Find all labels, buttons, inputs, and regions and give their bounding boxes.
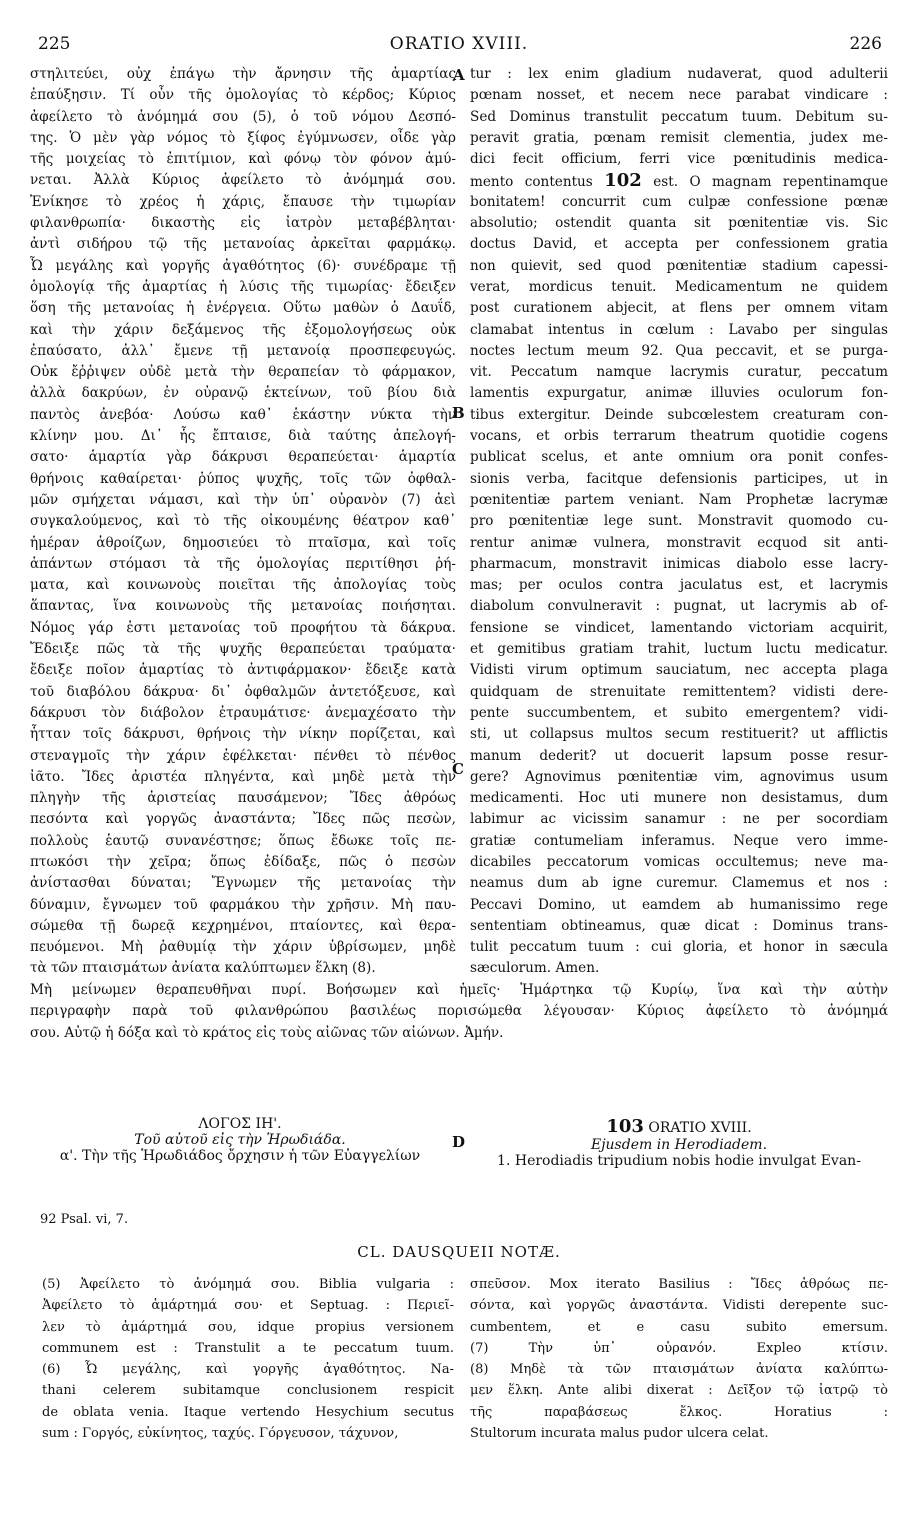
greek-text-line: τοῦ διαβόλου δάκρυα· δι᾽ ὀφθαλμῶν ἀντετόξευσε, καὶ — [30, 683, 456, 700]
latin-text-line: post curationem abjecit, at flens per omnem vitam — [470, 300, 888, 317]
note-line: (7) Τὴν ὑπ᾽ οὐρανόν. Expleo κτίσιν. — [470, 1340, 888, 1356]
column-number-marker: 102 — [604, 170, 642, 192]
latin-text-line: publicat scelus, et ante omnium ora ponit confes- — [470, 449, 888, 466]
latin-text-line: labimur ac vicissim sanamur : ne per socordiam — [470, 811, 888, 828]
latin-text-line: vocans, et orbis terrarum theatrum quotidie cogens — [470, 428, 888, 445]
greek-text-line: Νόμος γάρ ἐστι μετανοίας τοῦ προφήτου τὰ δάκρυα. — [30, 619, 456, 636]
note-line: cumbentem, et e casu subito emersum. — [470, 1319, 888, 1335]
margin-letter-b: B — [452, 404, 465, 422]
greek-text-line: φιλανθρωπία· δικαστὴς εἰς ἰατρὸν μεταβέβληται· — [30, 215, 456, 232]
greek-text-line: ἅπαντας, ἵνα κοινωνοὺς τῆς μετανοίας ποιήσηται. — [30, 598, 456, 615]
notes-right-column — [470, 1275, 888, 1445]
greek-text-line: κλίνην μου. Δι᾽ ἧς ἔπταισε, διὰ ταύτης ἀπελογή- — [30, 428, 456, 445]
latin-text-line: verat, mordicus tenuit. Medicamentum ne quidem — [470, 278, 888, 295]
latin-text-line: sæculorum. Amen. — [470, 960, 600, 977]
latin-text-line: sententiam obtineamus, quæ dicat : Dominus trans- — [470, 917, 888, 934]
note-line: Stultorum incurata malus pudor ulcera celat. — [470, 1426, 769, 1442]
greek-text-line: ἀντὶ σιδήρου τῷ τῆς μετανοίας ἀρκεῖται φαρμάκῳ. — [30, 236, 456, 253]
latin-text-line: tibus extergitur. Deinde subcœlestem creaturam con- — [470, 406, 888, 423]
greek-text-line: καὶ τὴν χάριν δεξάμενος τῆς ἐξομολογήσεως οὐκ — [30, 321, 456, 338]
right-page-number: 226 — [849, 34, 882, 54]
latin-oration-subtitle: Ejusdem in Herodiadem. — [590, 1137, 768, 1153]
greek-text-line: ὁμολογίᾳ τῆς ἁμαρτίας ἡ λύσις τῆς τιμωρίας· ἔδειξεν — [30, 278, 456, 295]
latin-text-line: lamentis expurgatur, animæ illuvies oculorum fon- — [470, 385, 888, 402]
greek-text-line: Ἔδειξε πῶς τὰ τῆς ψυχῆς θεραπεύεται τραύματα· — [30, 641, 456, 658]
greek-text-line: ἀνίστασθαι δύναται; Ἔγνωμεν τῆς μετανοίας τὴν — [30, 875, 456, 892]
margin-letter-c: C — [452, 760, 464, 778]
greek-text-line: τὰ τῶν πταισμάτων ἀνίατα καλύπτωμεν ἕλκη (8). — [30, 960, 376, 977]
footnote: 92 Psal. vi, 7. — [40, 1212, 129, 1227]
latin-oration-number: 103 — [606, 1116, 644, 1137]
greek-text-line: Ἐνίκησε τὸ χρέος ἡ χάρις, ἔπαυσε τὴν τιμωρίαν — [30, 193, 456, 210]
greek-text-line: νεται. Ἀλλὰ Κύριος ἀφείλετο τὸ ἀνόμημά σου. — [30, 172, 456, 189]
note-line: (8) Μηδὲ τὰ τῶν πταισμάτων ἀνίατα καλύπτω- — [470, 1362, 888, 1378]
closing-text-line: περιγραφὴν παρὰ τοῦ φιλανθρώπου βασιλέως πορισώμεθα λέγουσαν· Κύριος ἀφείλετο τὸ ἀνόμημά — [30, 1003, 888, 1020]
greek-text-line: ἐπαύσατο, ἀλλ᾽ ἔμενε τῇ μετανοίᾳ προσπεφευγώς. — [30, 342, 456, 359]
note-line: λεν τὸ ἁμάρτημά σου, idque propius versionem — [42, 1319, 454, 1335]
greek-text-line: μῶν σμήχεται νάμασι, καὶ τὴν ὑπ᾽ οὐρανὸν (7) ἀεὶ — [30, 491, 456, 508]
greek-text-line: ἔδειξε ποῖον ἁμαρτίας τὸ ἀντιφάρμακον· ἔδειξε κατὰ — [30, 662, 456, 679]
greek-text-line: Ὦ μεγάλης καὶ γοργῆς ἀγαθότητος (6)· συνέδραμε τῇ — [30, 257, 456, 274]
note-line: Ἀφείλετο τὸ ἁμάρτημά σου· et Septuag. : Περιεῖ- — [42, 1298, 454, 1314]
left-page-number: 225 — [38, 34, 71, 54]
latin-text-line: Vidisti virum optimum sauciatum, nec accepta plaga — [470, 662, 888, 679]
note-line: thani celerem subitamque conclusionem respicit — [42, 1383, 454, 1399]
greek-text-line: ἀλλὰ δακρύων, ἐν οὐρανῷ ἐκτείνων, τοῦ βίου διὰ — [30, 385, 456, 402]
greek-text-line: θρήνοις καθαίρεται· ῥύπος ψυχῆς, τοῖς τῶν ὀφθαλ- — [30, 470, 456, 487]
greek-column — [30, 64, 456, 980]
latin-text-line: doctus David, et accepta per confessionem gratia — [470, 236, 888, 253]
note-line: σόντα, καὶ γοργῶς ἀναστάντα. Vidisti derepente suc- — [470, 1298, 888, 1314]
greek-text-line: ἧτταν τοῖς δάκρυσι, θρήνοις τὴν νίκην πορίζεται, καὶ — [30, 726, 456, 743]
latin-text-line: sti, ut collapsus multos secum restituerit? ut afflictis — [470, 726, 888, 743]
latin-text-line: tur : lex enim gladium nudaverat, quod adulterii — [470, 66, 888, 82]
greek-oration-title: ΛΟΓΟΣ ΙΗ'. — [198, 1116, 282, 1132]
note-line: (6) Ὦ μεγάλης, καὶ γοργῆς ἀγαθότητος. Na- — [42, 1362, 454, 1378]
latin-text-line: rentur animæ vulnera, monstravit ecquod sit anti- — [470, 534, 888, 551]
latin-text-line: medicamenti. Hoc uti munere non desistamus, dum — [470, 790, 888, 807]
latin-text-line — [470, 170, 888, 191]
latin-text-line: fensione se vindicet, lamentando victoriam acquirit, — [470, 619, 888, 636]
closing-text — [30, 980, 888, 1044]
note-line: sum : Γοργός, εὐκίνητος, ταχύς. Γόργευσον, τάχυνον, — [42, 1426, 399, 1442]
greek-text-line: τῆς μοιχείας τὸ ἐπιτίμιον, καὶ φόνῳ τὸν φόνον ἀμύ- — [30, 151, 456, 168]
notes-title: CL. DAUSQUEII NOTÆ. — [357, 1243, 561, 1261]
greek-text-line: δύναμιν, ἔγνωμεν τοῦ φαρμάκου τὴν χρῆσιν. Μὴ παυ- — [30, 896, 456, 913]
latin-text-line: neamus dum ab igne curemur. Clamemus et nos : — [470, 875, 888, 892]
latin-text-line: pœnam nosset, et necem nece parabat vindicare : — [470, 87, 888, 104]
greek-text-line: στηλιτεύει, οὐχ ἐπάγω τὴν ἄρνησιν τῆς ἁμαρτίας — [30, 66, 456, 82]
closing-text-line: Μὴ μείνωμεν θεραπευθῆναι πυρί. Βοήσωμεν καὶ ἡμεῖς· Ἡμάρτηκα τῷ Κυρίῳ, ἵνα καὶ τὴν αὐτὴν — [30, 982, 888, 998]
latin-oration-title: ORATIO XVIII. — [648, 1120, 752, 1136]
greek-text-line: Οὐκ ἔῤῥιψεν οὐδὲ μετὰ τὴν θεραπείαν τὸ φάρμακον, — [30, 364, 456, 381]
running-title: ORATIO XVIII. — [389, 34, 529, 54]
closing-text-line: σου. Αὐτῷ ἡ δόξα καὶ τὸ κράτος εἰς τοὺς αἰῶνας τῶν αἰώνων. Ἀμήν. — [30, 1024, 504, 1041]
latin-text-line: bonitatem! concurrit cum culpæ confessione pœnæ — [470, 193, 888, 210]
latin-text-line: manum dederit? ut docuerit lapsum posse resur- — [470, 747, 888, 764]
greek-text-line: πληγὴν τῆς ἀριστείας παυσάμενον; Ἴδες ἀθρόως — [30, 790, 456, 807]
latin-text-line: diabolum convulneravit : pugnat, ut lacrymis ab of- — [470, 598, 888, 615]
margin-letter-d: D — [452, 1133, 466, 1151]
latin-text-segment: mento contentus — [470, 174, 593, 191]
latin-text-line: sionis verba, facitque defensionis participes, ut in — [470, 470, 888, 487]
latin-column — [470, 64, 888, 980]
latin-text-line: peravit gratia, pœnam remisit clementia, judex me- — [470, 129, 888, 146]
latin-text-line: Sed Dominus transtulit peccatum tuum. Debitum su- — [470, 108, 888, 125]
latin-text-line: Peccavi Domino, ut eamdem ab humanissimo rege — [470, 896, 888, 913]
latin-text-line: mas; per oculos contra jaculatus est, et lacrymis — [470, 577, 888, 594]
greek-text-line: ἁπάντων στόμασι τὰ τῆς ὁμολογίας περιτίθησι ῥή- — [30, 555, 456, 572]
latin-oration-heading — [470, 1116, 888, 1169]
latin-text-line: clamabat intentus in cœlum : Lavabo per singulas — [470, 321, 888, 338]
latin-text-line: pœnitentiæ partem veniant. Nam Prophetæ lacrymæ — [470, 491, 888, 508]
latin-text-line: dicabiles peccatorum vomicas occultemus; neve ma- — [470, 853, 888, 870]
note-line: τῆς παραβάσεως ἕλκος. Horatius : — [470, 1404, 888, 1420]
note-line: μεν ἕλκη. Ante alibi dixerat : Δεῖξον τῷ ἰατρῷ τὸ — [470, 1383, 888, 1399]
greek-text-line: πολλοὺς ἑαυτῷ συνανέστησε; ὅπως ἔδωκε τοῖς πε- — [30, 832, 456, 849]
greek-oration-subtitle: Τοῦ αὐτοῦ εἰς τὴν Ἡρωδιάδα. — [134, 1132, 346, 1148]
greek-text-line: ματα, καὶ κοινωνοὺς ποιεῖται τῆς ἀπολογίας τοὺς — [30, 577, 456, 594]
greek-text-line: της. Ὁ μὲν γὰρ νόμος τὸ ξίφος ἐγύμνωσεν, οἶδε γὰρ — [30, 129, 456, 146]
latin-text-line: pharmacum, monstravit inimicas diabolo esse lacry- — [470, 555, 888, 572]
greek-text-line: ὅση τῆς μετανοίας ἡ ἐνέργεια. Οὕτω μαθὼν ὁ Δαυΐδ, — [30, 300, 456, 317]
latin-oration-first-line: 1. Herodiadis tripudium nobis hodie invulgat Evan- — [497, 1153, 861, 1169]
note-line: communem est : Transtulit a te peccatum tuum. — [42, 1340, 454, 1356]
greek-text-line: ἡμέραν ἀθροίζων, δημοσιεύει τὸ πταῖσμα, καὶ τοῖς — [30, 534, 456, 551]
latin-text-line: dici fecit officium, ferri vice pœnitudinis medica- — [470, 151, 888, 168]
latin-text-segment: est. O magnam repentinamque — [653, 174, 888, 191]
running-header — [30, 34, 888, 58]
latin-text-line: gratiæ contumeliam inferamus. Neque vero imme- — [470, 832, 888, 849]
greek-text-line: παντὸς ἀνεβόα· Λούσω καθ᾽ ἑκάστην νύκτα τὴν — [30, 406, 456, 423]
latin-text-line: quidquam de strenuitate remittentem? vidisti dere- — [470, 683, 888, 700]
greek-text-line: ἀφείλετο τὸ ἁνόμημά σου (5), ὁ τοῦ νόμου Δεσπό- — [30, 108, 456, 125]
greek-text-line: συγκαλούμενος, καὶ τὸ τῆς οἰκουμένης θέατρον καθ᾽ — [30, 513, 456, 530]
greek-text-line: πευόμενοι. Μὴ ῥαθυμίᾳ τὴν χάριν ὑβρίσωμεν, μηδὲ — [30, 939, 456, 956]
note-line: σπεῦσον. Mox iterato Basilius : Ἴδες ἀθρόως πε- — [470, 1277, 888, 1292]
latin-text-line: et gemitibus gratiam trahit, luctum luctu medicatur. — [470, 641, 888, 658]
greek-oration-heading — [30, 1116, 450, 1164]
greek-text-line: ἐπαύξησιν. Τί οὖν τῆς ὁμολογίας τὸ κέρδος; Κύριος — [30, 87, 456, 104]
latin-text-line: pro pœnitentiæ lege sunt. Monstravit quomodo cu- — [470, 513, 888, 530]
greek-text-line: πεσόντα καὶ γοργῶς ἀναστάντα; Ἴδες πῶς πεσὼν, — [30, 811, 456, 828]
latin-text-line: noctes lectum meum 92. Qua peccavit, et se purga- — [470, 342, 888, 359]
notes-left-column — [42, 1275, 454, 1445]
margin-letter-a: A — [453, 66, 465, 84]
latin-text-line: gere? Agnovimus pœnitentiæ vim, agnovimus usum — [470, 768, 888, 785]
greek-text-line: δάκρυσι τὸν διάβολον ἐτραυμάτισε· ἀνεμαχέσατο τὴν — [30, 704, 456, 721]
greek-text-line: σώμεθα τῇ δωρεᾷ κεχρημένοι, πταίοντες, καὶ θερα- — [30, 917, 456, 934]
greek-text-line: πτωκόσι τὴν χεῖρα; ὅπως ἐδίδαξε, πῶς ὁ πεσὼν — [30, 853, 456, 870]
greek-text-line: σατο· ἁμαρτία γὰρ δάκρυσι θεραπεύεται· ἁμαρτία — [30, 449, 456, 466]
latin-text-line: tulit peccatum tuum : cui gloria, et honor in sæcula — [470, 939, 888, 956]
latin-text-line: non quievit, sed quod pœnitentiæ stadium capessi- — [470, 257, 888, 274]
latin-text-line: absolutio; ostendit quanta sit pœnitentiæ vis. Sic — [470, 215, 888, 232]
greek-text-line: ἰᾶτο. Ἴδες ἀριστέα πληγέντα, καὶ μηδὲ μετὰ τὴν — [30, 768, 456, 785]
greek-oration-first-line: α'. Τὴν τῆς Ἡρωδιάδος ὄρχησιν ἡ τῶν Εὐαγγελίων — [59, 1148, 421, 1164]
latin-text-line: pente succumbentem, et subito emergentem? vidi- — [470, 704, 888, 721]
greek-text-line: στεναγμοῖς τὴν χάριν ἐφέλκεται· πένθει τὸ πένθος — [30, 747, 456, 764]
note-line: de oblata venia. Itaque vertendo Hesychium secutus — [42, 1404, 454, 1420]
latin-text-line: vit. Peccatum namque lacrymis curatur, peccatum — [470, 364, 888, 381]
note-line: (5) Ἀφείλετο τὸ ἀνόμημά σου. Biblia vulgaria : — [42, 1277, 454, 1292]
